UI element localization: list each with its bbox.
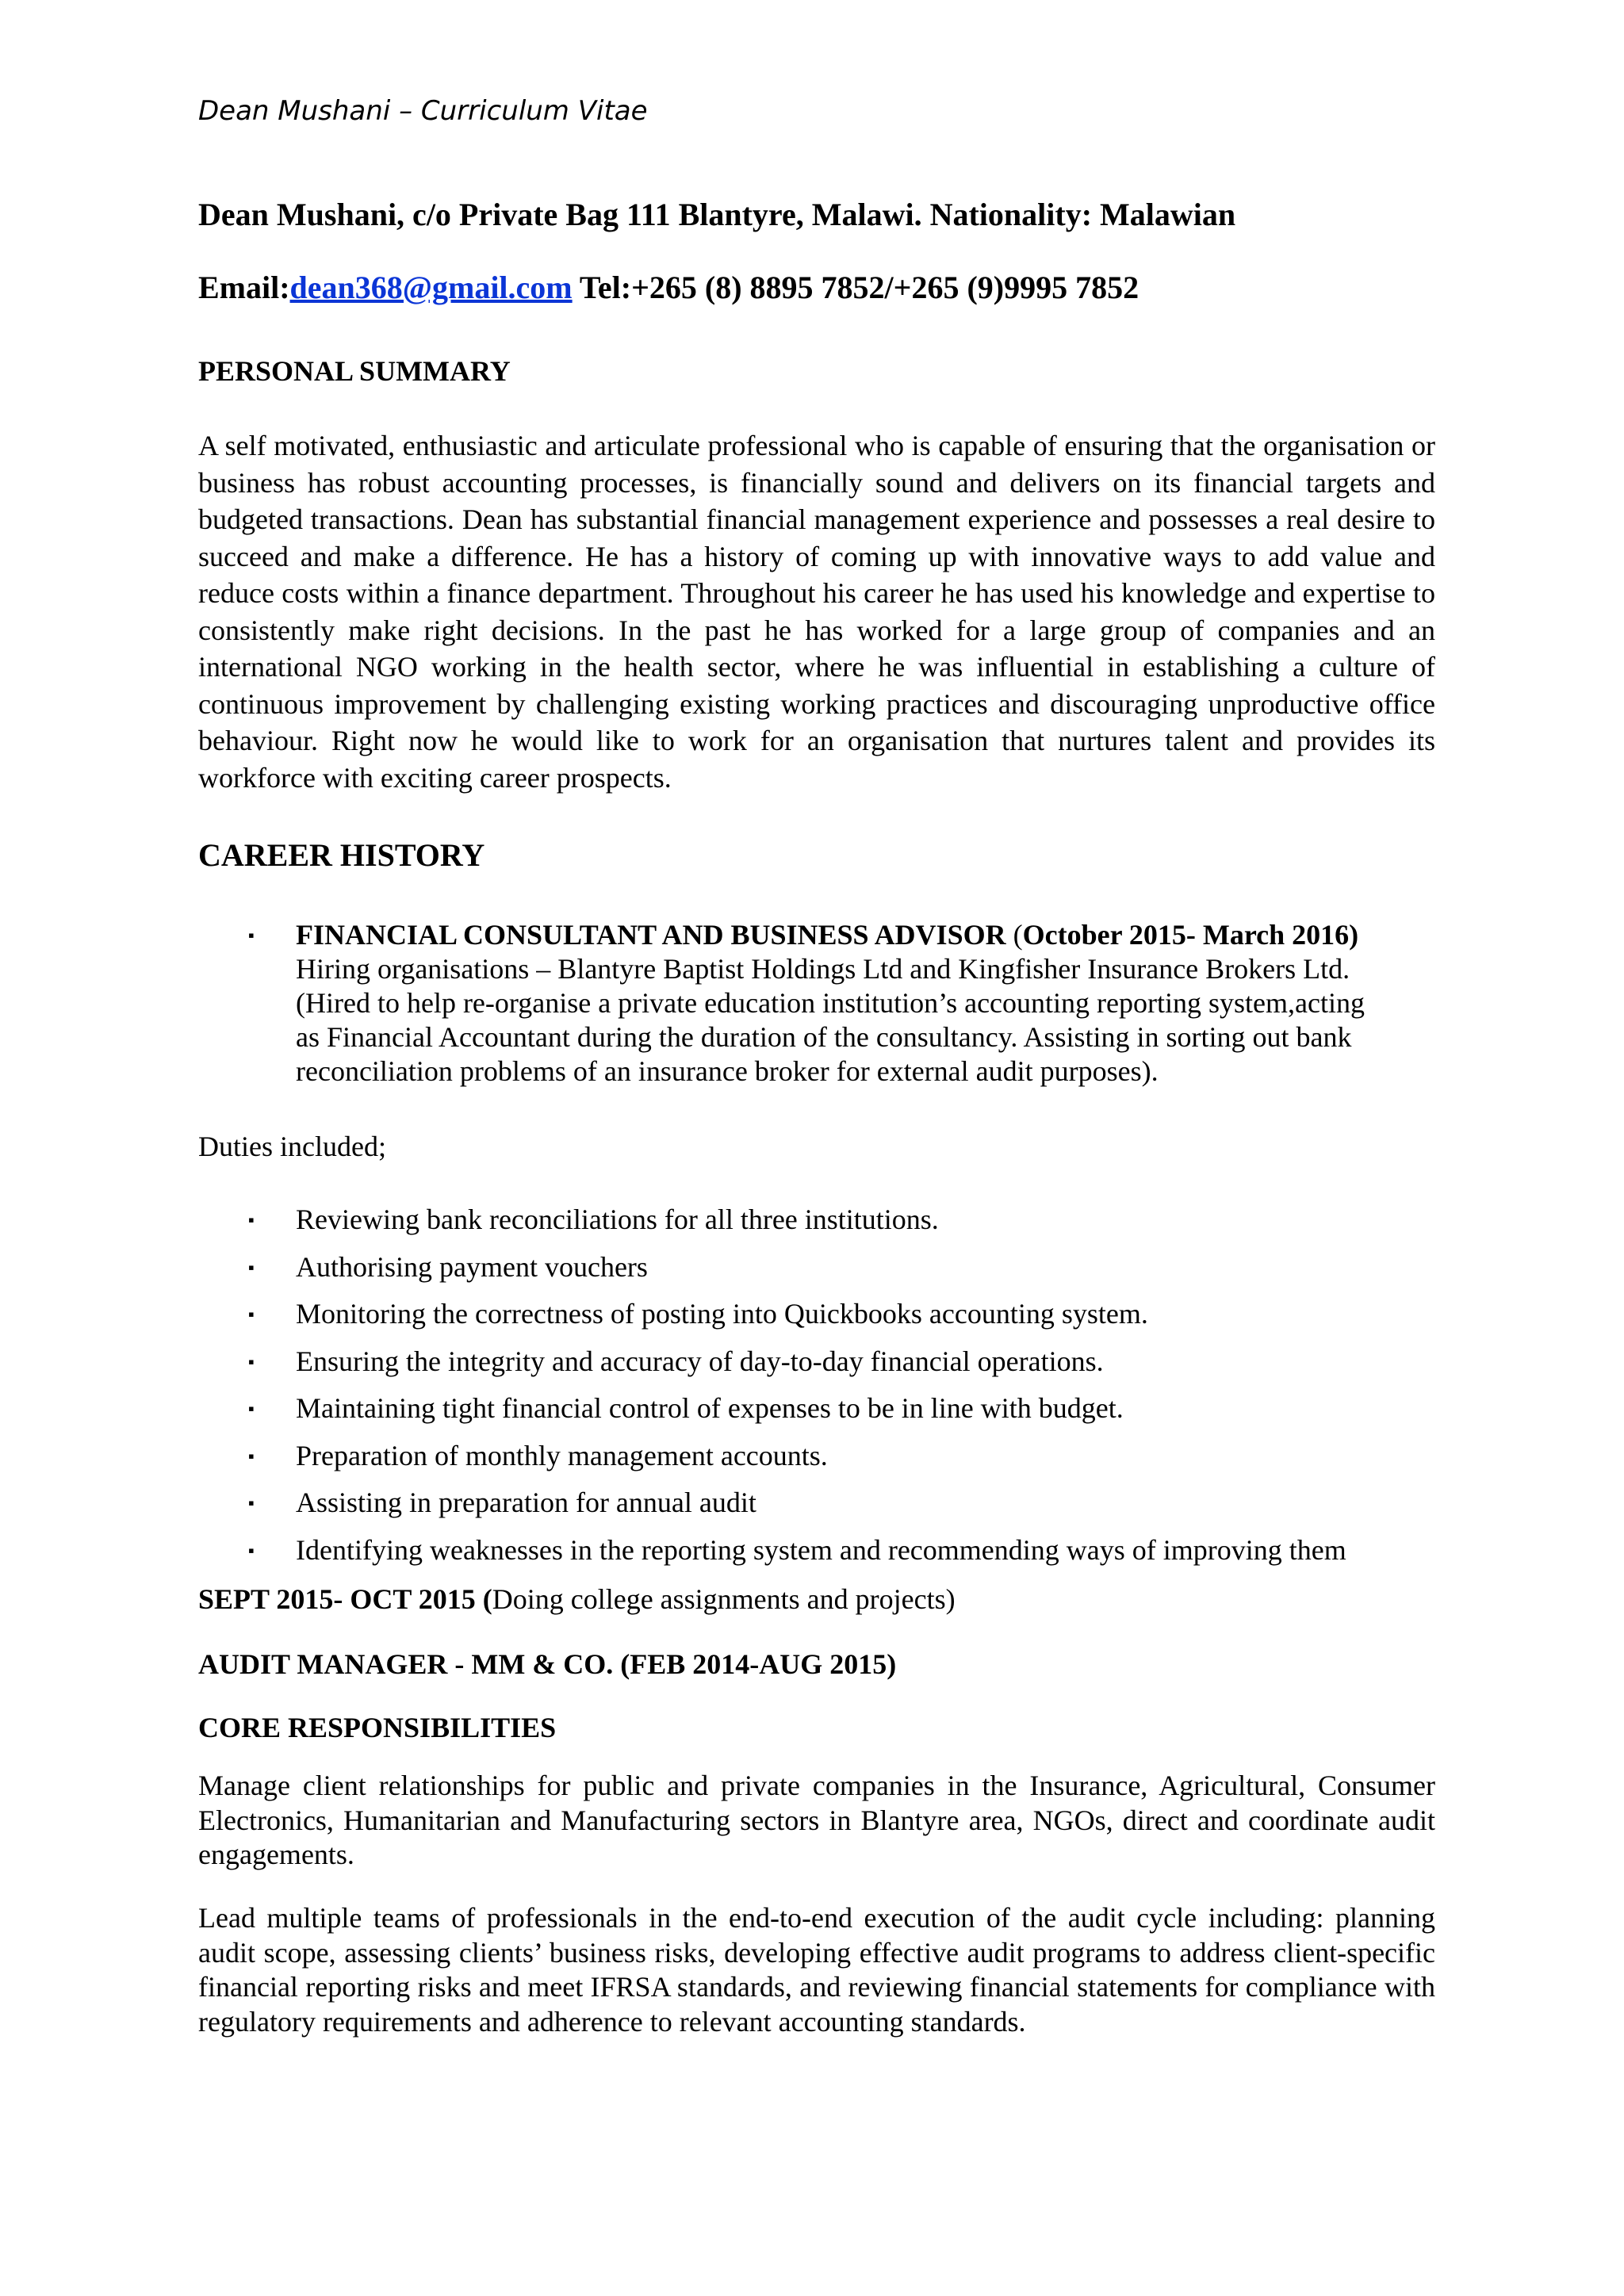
duty-item	[198, 1196, 1435, 1244]
consultant-description-line: as Financial Accountant during the duration of the consultancy. Assisting in sorting out bank	[296, 1021, 1352, 1053]
duty-text: Maintaining tight financial control of expenses to be in line with budget.	[296, 1392, 1124, 1424]
audit-manager-heading: AUDIT MANAGER - MM & CO. (FEB 2014-AUG 2015)	[198, 1648, 897, 1680]
duties-list	[198, 1196, 1435, 1574]
contact-address-line: Dean Mushani, c/o Private Bag 111 Blantyre, Malawi. Nationality: Malawian	[198, 197, 1236, 232]
duty-item	[198, 1291, 1435, 1338]
personal-summary-text: A self motivated, enthusiastic and articulate professional who is capable of ensuring that the organisation or business has robust accounting processes, is financially sound and delivers on its financial targets and budgeted transactions. Dean has substantial financial management experience and possesses a real desire to succeed and make a difference. He has a history of coming up with innovative ways to add value and reduce costs within a finance department. Throughout his career he has used his knowledge and expertise to consistently make right decisions. In the past he has worked for a large group of companies and an international NGO working in the health sector, where he was influential in establishing a culture of continuous improvement by challenging existing working practices and discouraging unproductive office behaviour. Right now he would like to work for an organisation that nurtures talent and provides its workforce with exciting career prospects.	[198, 430, 1435, 794]
bullet-marker: ▪	[248, 1399, 255, 1418]
duty-text: Assisting in preparation for annual audit	[296, 1487, 756, 1518]
bullet-marker: ▪	[248, 925, 255, 945]
contact-email-phone-line	[198, 270, 1139, 306]
bullet-marker: ▪	[248, 1210, 255, 1230]
bullet-marker: ▪	[248, 1493, 255, 1513]
duty-text: Identifying weaknesses in the reporting system and recommending ways of improving them	[296, 1533, 1346, 1566]
bullet-marker: ▪	[248, 1445, 255, 1466]
email-link[interactable]: dean368@gmail.com	[289, 270, 573, 305]
duty-item	[198, 1244, 1435, 1292]
duty-text: Monitoring the correctness of posting into Quickbooks accounting system.	[296, 1298, 1148, 1330]
duty-item	[198, 1338, 1435, 1386]
running-header: Dean Mushani – Curriculum Vitae	[198, 95, 648, 127]
consultant-period: October 2015- March 2016)	[1022, 919, 1359, 951]
bullet-marker: ▪	[248, 1257, 255, 1277]
consultant-hiring-orgs: Hiring organisations – Blantyre Baptist Holdings Ltd and Kingfisher Insurance Brokers Ltd.	[296, 953, 1350, 985]
email-label: Email:	[198, 270, 290, 305]
career-history-heading: CAREER HISTORY	[198, 837, 485, 873]
bullet-marker: ▪	[248, 1351, 255, 1372]
duty-text: Reviewing bank reconciliations for all three institutions.	[296, 1203, 939, 1235]
duties-label: Duties included;	[198, 1131, 386, 1162]
core-responsibilities-heading: CORE RESPONSIBILITIES	[198, 1712, 557, 1743]
consultant-description-line: (Hired to help re-organise a private education institution’s accounting reporting system,acting	[296, 987, 1365, 1019]
duty-item	[198, 1527, 1435, 1575]
personal-summary-heading: PERSONAL SUMMARY	[198, 355, 511, 387]
bullet-marker: ▪	[248, 1304, 255, 1324]
consultant-title: FINANCIAL CONSULTANT AND BUSINESS ADVISOR	[296, 919, 1006, 951]
career-gap-period: SEPT 2015- OCT 2015 (	[198, 1583, 492, 1615]
consultant-role-entry	[198, 918, 1435, 1089]
consultant-description-line: reconciliation problems of an insurance broker for external audit purposes).	[296, 1055, 1159, 1087]
audit-responsibility-paragraph: Manage client relationships for public and private companies in the Insurance, Agricultural, Consumer Electronics, Humanitarian and Manufacturing sectors in Blantyre area, NGOs, direct and coordinate audit engagements.	[198, 1770, 1435, 1870]
duty-item	[198, 1385, 1435, 1433]
duty-text: Preparation of monthly management accounts.	[296, 1439, 828, 1471]
duty-text: Ensuring the integrity and accuracy of day-to-day financial operations.	[296, 1345, 1104, 1377]
telephone-numbers: Tel:+265 (8) 8895 7852/+265 (9)9995 7852	[572, 270, 1139, 305]
audit-responsibility-paragraph: Lead multiple teams of professionals in the end-to-end execution of the audit cycle including: planning audit scope, assessing clients’ business risks, developing effective audit programs to address client-specific financial reporting risks and meet IFRSA standards, and reviewing financial statements for compliance with regulatory requirements and adherence to relevant accounting standards.	[198, 1902, 1435, 2038]
bullet-marker: ▪	[248, 1540, 255, 1560]
duty-item	[198, 1433, 1435, 1480]
career-gap-note: Doing college assignments and projects)	[492, 1583, 956, 1615]
consultant-title-line	[296, 918, 1435, 952]
duty-item	[198, 1479, 1435, 1527]
career-gap-line	[198, 1582, 956, 1616]
consultant-role	[198, 918, 1435, 1089]
duty-text: Authorising payment vouchers	[296, 1250, 648, 1283]
consultant-period-open: (	[1005, 919, 1023, 951]
